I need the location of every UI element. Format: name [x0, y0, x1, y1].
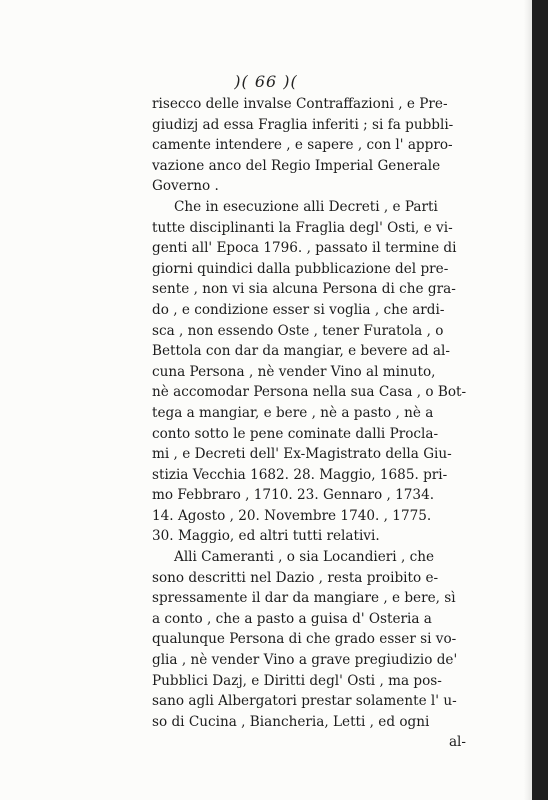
text-line: Pubblici Dazj, e Diritti degl' Osti , ma pos-	[152, 672, 442, 689]
text-line: Che in esecuzione alli Decreti , e Parti	[174, 198, 438, 215]
text-line: 14. Agosto , 20. Novembre 1740. , 1775.	[152, 507, 432, 524]
text-line: conto sotto le pene cominate dalli Procla-	[152, 425, 439, 442]
text-line: so di Cucina , Biancheria, Letti , ed ogni	[152, 713, 430, 730]
text-line: giorni quindici dalla pubblicazione del pre-	[152, 260, 449, 277]
text-line: mo Febbraro , 1710. 23. Gennaro , 1734.	[152, 487, 435, 504]
page-number-header: )( 66 )(	[234, 72, 298, 91]
text-line: vazione anco del Regio Imperial Generale	[152, 157, 441, 174]
text-line: sono descritti nel Dazio , resta proibito e-	[152, 569, 439, 586]
text-line: giudizj ad essa Fraglia inferiti ; si fa pubbli-	[152, 116, 454, 133]
text-line: a conto , che a pasto a guisa d' Osteria a	[152, 610, 432, 627]
catchword: al-	[448, 734, 466, 751]
text-line: qualunque Persona di che grado esser si vo-	[152, 631, 457, 648]
text-line: 30. Maggio, ed altri tutti relativi.	[152, 528, 380, 545]
body-text	[152, 94, 486, 753]
text-line: glia , nè vender Vino a grave pregiudizio de'	[152, 652, 458, 669]
text-line: stizia Vecchia 1682. 28. Maggio, 1685. pri-	[152, 466, 448, 483]
text-line: risecco delle invalse Contraffazioni , e Pre-	[152, 96, 448, 112]
text-line: Alli Cameranti , o sia Locandieri , che	[174, 549, 435, 566]
text-line: mi , e Decreti dell' Ex-Magistrato della Giu-	[152, 446, 452, 463]
page-gutter-shadow	[524, 0, 532, 800]
text-line: Bettola con dar da mangiar, e bevere ad al-	[152, 343, 450, 360]
text-line: Governo .	[152, 178, 219, 195]
text-line: spressamente il dar da mangiare , e bere, sì	[152, 590, 456, 607]
text-line: sca , non essendo Oste , tener Furatola , o	[152, 322, 444, 339]
text-line: camente intendere , e sapere , con l' appro-	[152, 137, 453, 154]
text-line: nè accomodar Persona nella sua Casa , o Bot-	[152, 384, 467, 401]
text-line: tega a mangiar, e bere , nè a pasto , nè a	[152, 404, 434, 421]
text-line: tutte disciplinanti la Fraglia degl' Osti, e vi-	[152, 219, 453, 236]
text-line: sano agli Albergatori prestar solamente l' u-	[152, 693, 457, 710]
text-line: do , e condizione esser si voglia , che ardi-	[152, 301, 445, 318]
text-line: cuna Persona , nè vender Vino al minuto,	[152, 363, 436, 380]
text-line: sente , non vi sia alcuna Persona di che gra-	[152, 281, 456, 298]
text-line: genti all' Epoca 1796. , passato il termine di	[152, 240, 457, 257]
page-edge	[532, 0, 548, 800]
